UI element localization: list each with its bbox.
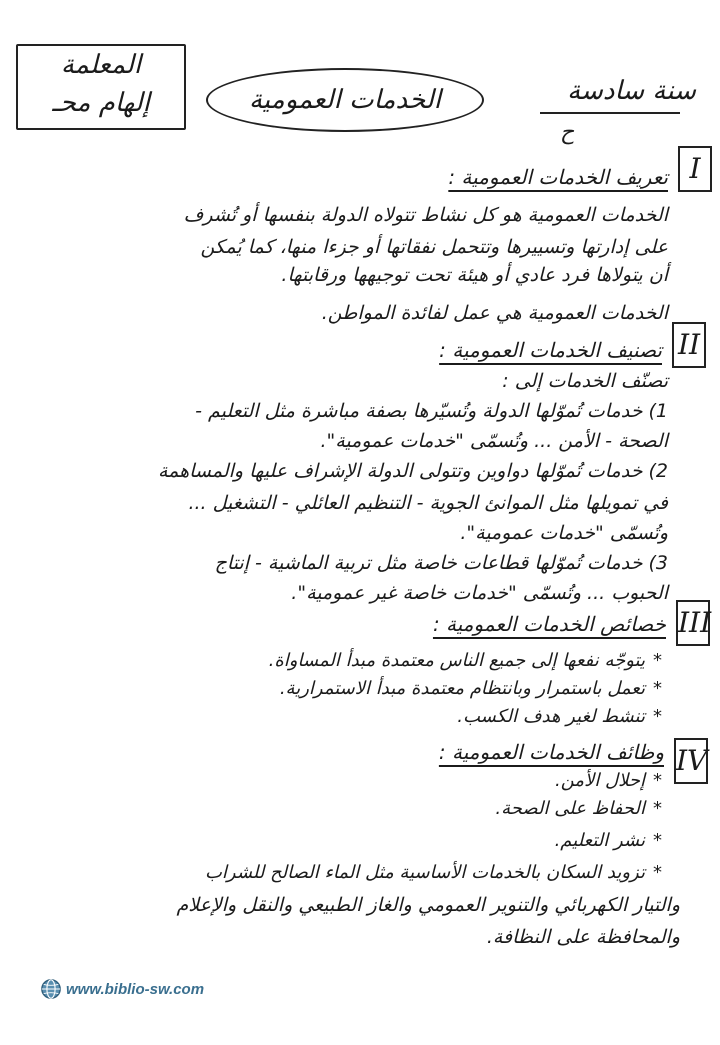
- globe-icon: [40, 978, 62, 1000]
- teacher-name-box: [16, 44, 186, 130]
- definition-line-1: الخدمات العمومية هو كل نشاط تتولاه الدولة بنفسها أو تُشرف: [183, 204, 668, 226]
- function-text: الحفاظ على الصحة.: [495, 798, 645, 819]
- classification-line-4: في تمويلها مثل الموانئ الجوية - التنظيم العائلي - التشغيل ...: [188, 492, 668, 514]
- bullet-icon: *: [653, 678, 662, 699]
- grade-level: سنة سادسة: [567, 76, 696, 106]
- characteristic-item: [280, 678, 662, 699]
- site-watermark: [40, 976, 204, 1002]
- section-title-definition: تعريف الخدمات العمومية :: [448, 165, 668, 189]
- classification-intro: تصنّف الخدمات إلى :: [502, 370, 668, 392]
- function-item: [555, 770, 662, 791]
- bullet-icon: *: [653, 862, 662, 883]
- section-title-functions: وظائف الخدمات العمومية :: [438, 740, 664, 764]
- characteristic-item: [269, 650, 662, 671]
- function-text: إحلال الأمن.: [555, 770, 645, 791]
- watermark-url: www.biblio-sw.com: [66, 980, 205, 998]
- classification-line-7: الحبوب ... وتُسمّى "خدمات خاصة غير عمومية".: [291, 582, 668, 604]
- function-continuation-2: والمحافظة على النظافة.: [486, 926, 680, 948]
- grade-mark: ح: [560, 120, 575, 145]
- classification-line-1: 1) خدمات تُموّلها الدولة وتُسيّرها بصفة مباشرة مثل التعليم -: [195, 400, 668, 422]
- function-item: [495, 798, 662, 819]
- teacher-name: إلهام محـ: [52, 88, 150, 118]
- classification-line-6: 3) خدمات تُموّلها قطاعات خاصة مثل تربية الماشية - إنتاج: [214, 552, 668, 574]
- classification-line-5: وتُسمّى "خدمات عمومية".: [460, 522, 668, 544]
- section-number-1: I: [678, 146, 712, 192]
- teacher-label: المعلمة: [60, 50, 142, 80]
- section-number-3: III: [676, 600, 710, 646]
- bullet-icon: *: [653, 706, 662, 727]
- definition-line-3: أن يتولاها فرد عادي أو هيئة تحت توجيهها ورقابتها.: [281, 264, 668, 286]
- bullet-icon: *: [653, 798, 662, 819]
- definition-line-4: الخدمات العمومية هي عمل لفائدة المواطن.: [321, 302, 668, 324]
- section-number-4: IV: [674, 738, 708, 784]
- bullet-icon: *: [653, 770, 662, 791]
- classification-line-2: الصحة - الأمن ... وتُسمّى "خدمات عمومية".: [320, 430, 668, 452]
- function-item: [555, 830, 662, 851]
- section-title-characteristics: خصائص الخدمات العمومية :: [432, 612, 666, 636]
- bullet-icon: *: [653, 830, 662, 851]
- characteristic-text: يتوجّه نفعها إلى جميع الناس معتمدة مبدأ المساواة.: [268, 650, 645, 671]
- classification-line-3: 2) خدمات تُموّلها دواوين وتتولى الدولة الإشراف عليها والمساهمة: [157, 460, 668, 482]
- function-text: تزويد السكان بالخدمات الأساسية مثل الماء الصالح للشراب: [204, 862, 645, 883]
- function-continuation-1: والتيار الكهربائي والتنوير العمومي والغاز الطبيعي والنقل والإعلام: [176, 894, 680, 916]
- characteristic-text: تنشط لغير هدف الكسب.: [457, 706, 645, 727]
- bullet-icon: *: [653, 650, 662, 671]
- section-number-2: II: [672, 322, 706, 368]
- grade-underline: [540, 112, 680, 114]
- definition-line-2: على إدارتها وتسييرها وتتحمل نفقاتها أو جزءا منها، كما يُمكن: [200, 236, 668, 258]
- function-item: [205, 862, 662, 883]
- function-text: نشر التعليم.: [554, 830, 645, 851]
- characteristic-item: [457, 706, 662, 727]
- section-title-classification: تصنيف الخدمات العمومية :: [439, 338, 662, 362]
- page-title: الخدمات العمومية: [206, 68, 484, 132]
- characteristic-text: تعمل باستمرار وبانتظام معتمدة مبدأ الاستمرارية.: [279, 678, 645, 699]
